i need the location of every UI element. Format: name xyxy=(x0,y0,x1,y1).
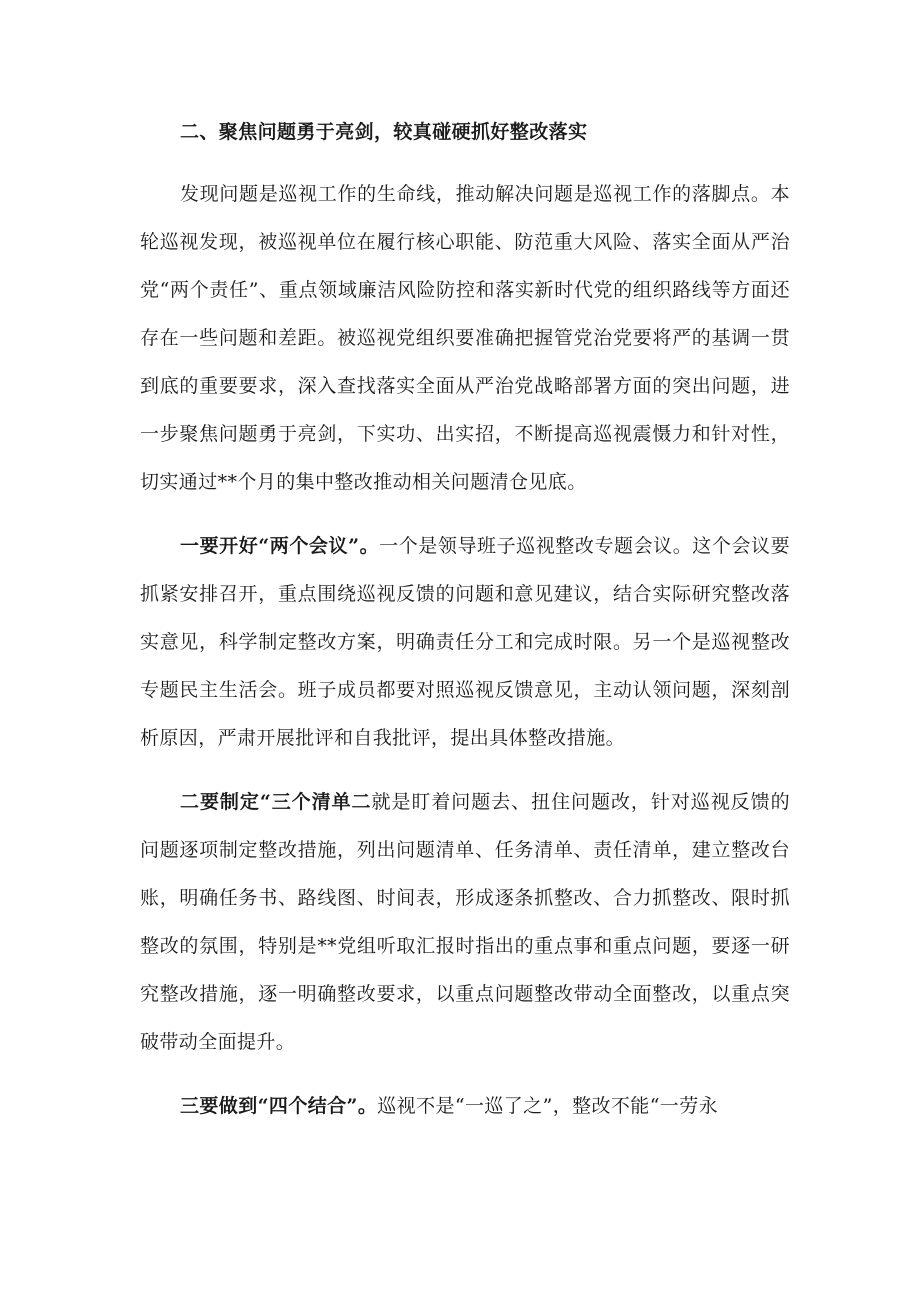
paragraph-four-combinations xyxy=(140,1082,790,1130)
paragraph-two-meetings xyxy=(140,522,790,762)
section-heading: 二、聚焦问题勇于亮剑，较真碰硬抓好整改落实 xyxy=(180,121,588,143)
paragraph-text: 一个是领导班子巡视整改专题会议。这个会议要抓紧安排召开，重点围绕巡视反馈的问题和意见建议，结合实际研究整改落实意见，科学制定整改方案，明确责任分工和完成时限。另一个是巡视整改专题民主生活会。班子成员都要对照巡视反馈意见，主动认领问题，深刻剖析原因，严肃开展批评和自我批评，提出具体整改措施。 xyxy=(140,535,790,749)
document-body xyxy=(140,108,790,1146)
paragraph-text: 巡视不是“一巡了之”，整改不能“一劳永 xyxy=(377,1095,719,1117)
paragraph-text: 就是盯着问题去、扭住问题改，针对巡视反馈的问题逐项制定整改措施，列出问题清单、任务清单、责任清单，建立整改台账，明确任务书、路线图、时间表，形成逐条抓整改、合力抓整改、限时抓整改的氛围，特别是**党组听取汇报时指出的重点事和重点问题，要逐一研究整改措施，逐一明确整改要求，以重点问题整改带动全面整改，以重点突破带动全面提升。 xyxy=(140,791,790,1053)
paragraph-text: 发现问题是巡视工作的生命线，推动解决问题是巡视工作的落脚点。本轮巡视发现，被巡视单位在履行核心职能、防范重大风险、落实全面从严治党“两个责任”、重点领域廉洁风险防控和落实新时代党的组织路线等方面还存在一些问题和差距。被巡视党组织要准确把握管党治党要将严的基调一贯到底的重要要求，深入查找落实全面从严治党战略部署方面的突出问题，进一步聚焦问题勇于亮剑，下实功、出实招，不断提高巡视震慑力和针对性，切实通过**个月的集中整改推动相关问题清仓见底。 xyxy=(140,183,790,493)
paragraph-three-lists xyxy=(140,778,790,1066)
paragraph-intro xyxy=(140,170,790,506)
paragraph-lead: 二要制定“三个清单二 xyxy=(180,791,372,813)
paragraph-lead: 三要做到“四个结合”。 xyxy=(180,1095,378,1117)
paragraph-lead: 一要开好“两个会议”。 xyxy=(180,535,380,557)
